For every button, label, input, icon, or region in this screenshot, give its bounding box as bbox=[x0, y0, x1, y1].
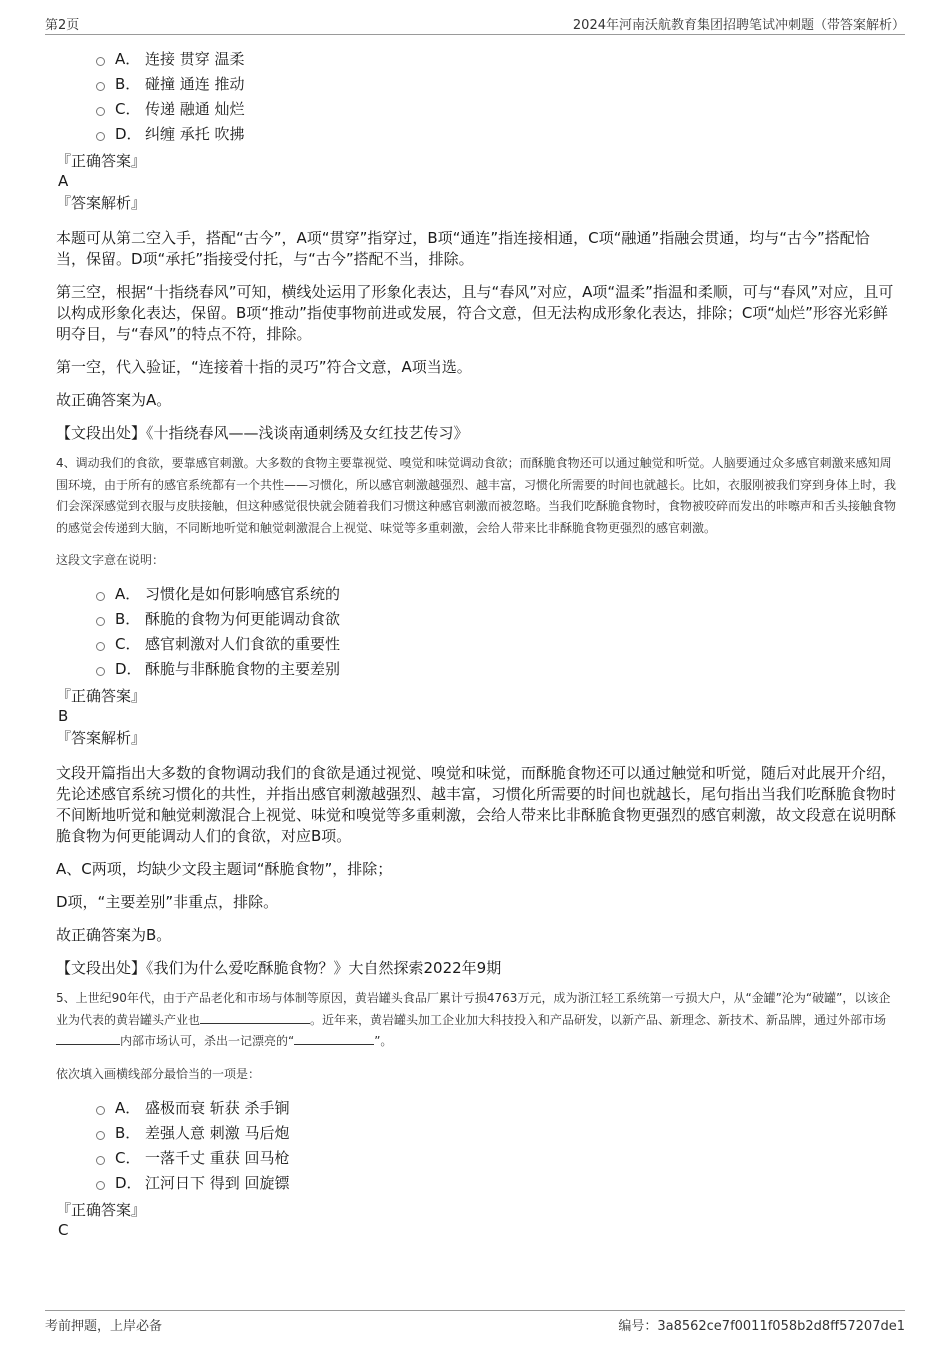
radio-icon[interactable] bbox=[96, 107, 105, 116]
correct-answer-label: 『正确答案』 bbox=[56, 1200, 147, 1219]
radio-icon[interactable] bbox=[96, 617, 105, 626]
page-footer bbox=[45, 1310, 905, 1335]
option-b[interactable]: B． 酥脆的食物为何更能调动食欲 bbox=[96, 606, 896, 631]
question-5-options bbox=[56, 1095, 896, 1195]
radio-icon[interactable] bbox=[96, 82, 105, 91]
question-4-options bbox=[56, 581, 896, 681]
analysis-paragraph: 文段开篇指出大多数的食物调动我们的食欲是通过视觉、嗅觉和味觉，而酥脆食物还可以通过触觉和听觉，随后对此展开介绍，先论述感官系统习惯化的共性，并指出感官刺激越强烈、越丰富，习惯化所需要的时间也就越长，尾句指出当我们吃酥脆食物时不间断地听觉和触觉刺激混合上视觉、味觉和嗅觉等多重刺激，会给人带来比非酥脆食物更强烈的感官刺激，故文段意在说明酥脆食物为何更能调动人们的食欲，对应B项。 bbox=[56, 764, 897, 845]
analysis-paragraph: 故正确答案为A。 bbox=[56, 391, 172, 409]
radio-icon[interactable] bbox=[96, 1106, 105, 1115]
question-4-stem: 4、调动我们的食欲，要靠感官刺激。大多数的食物主要靠视觉、嗅觉和味觉调动食欲；而酥脆食物还可以通过触觉和听觉。人脑要通过众多感官刺激来感知周围环境，由于所有的感官系统都有一个共性——习惯化，所以感官刺激越强烈、越丰富，习惯化所需要的时间也就越长。比如，衣服刚被我们穿到身体上时，我们会深深感觉到衣服与皮肤接触，但这种感觉很快就会随着我们习惯这种感官刺激而被忽略。当我们吃酥脆食物时，食物被咬碎而发出的咔嚓声和舌头接触食物的感觉会传递到大脑，不同断地听觉和触觉刺激混合上视觉、味觉等多重刺激，会给人带来比非酥脆食物更强烈的感官刺激。 bbox=[56, 456, 897, 535]
page-header bbox=[45, 14, 905, 35]
footer-slogan: 考前押题，上岸必备 bbox=[45, 1319, 163, 1334]
radio-icon[interactable] bbox=[96, 1156, 105, 1165]
option-d[interactable]: D． 纠缠 承托 吹拂 bbox=[96, 121, 896, 146]
option-c[interactable]: C． 一落千丈 重获 回马枪 bbox=[96, 1145, 896, 1170]
question-5-stem: 5、上世纪90年代，由于产品老化和市场与体制等原因，黄岩罐头食品厂累计亏损4763万元，成为浙江轻工系统第一亏损大户，从“金罐”沦为“破罐”，以该企业为代表的黄岩罐头产业也 。近年来，黄岩罐头加工企业加大科技投入和产品研发，以新产品、新理念、新技术、新品牌，通过外部市场内部市场认可，杀出一记漂亮的“ ”。 bbox=[56, 991, 891, 1048]
analysis-paragraph: 故正确答案为B。 bbox=[56, 926, 172, 944]
analysis-paragraph: 本题可从第二空入手，搭配“古今”，A项“贯穿”指穿过，B项“通连”指连接相通，C项“融通”指融会贯通，均与“古今”搭配恰当，保留。D项“承托”指接受付托，与“古今”搭配不当，排除。 bbox=[56, 229, 870, 268]
analysis-paragraph: A、C两项，均缺少文段主题词“酥脆食物”，排除； bbox=[56, 860, 393, 878]
radio-icon[interactable] bbox=[96, 57, 105, 66]
radio-icon[interactable] bbox=[96, 132, 105, 141]
analysis-label: 『答案解析』 bbox=[56, 729, 147, 747]
fill-blank-3[interactable] bbox=[294, 1032, 374, 1045]
correct-answer-label: 『正确答案』 bbox=[56, 152, 147, 170]
option-d[interactable]: D． 酥脆与非酥脆食物的主要差别 bbox=[96, 656, 896, 681]
option-d[interactable]: D． 江河日下 得到 回旋镖 bbox=[96, 1170, 896, 1195]
option-b[interactable]: B． 碰撞 通连 推动 bbox=[96, 71, 896, 96]
option-a[interactable]: A． 连接 贯穿 温柔 bbox=[96, 46, 896, 71]
page-number: 第2页 bbox=[45, 18, 80, 33]
source-citation: 【文段出处】《我们为什么爱吃酥脆食物？》大自然探索2022年9期 bbox=[56, 959, 502, 977]
correct-answer: C bbox=[58, 1220, 69, 1239]
correct-answer-label: 『正确答案』 bbox=[56, 687, 147, 705]
radio-icon[interactable] bbox=[96, 1131, 105, 1140]
question-5-prompt: 依次填入画横线部分最恰当的一项是： bbox=[56, 1066, 261, 1081]
correct-answer: B bbox=[58, 707, 69, 725]
fill-blank-2[interactable] bbox=[56, 1032, 120, 1045]
source-citation: 【文段出处】《十指绕春风——浅谈南通刺绣及女红技艺传习》 bbox=[56, 424, 469, 442]
analysis-paragraph: D项，“主要差别”非重点，排除。 bbox=[56, 893, 279, 911]
option-a[interactable]: A． 盛极而衰 斩获 杀手锏 bbox=[96, 1095, 896, 1120]
document-body bbox=[56, 46, 896, 1241]
radio-icon[interactable] bbox=[96, 667, 105, 676]
document-title: 2024年河南沃航教育集团招聘笔试冲刺题（带答案解析） bbox=[572, 18, 905, 33]
correct-answer: A bbox=[58, 172, 69, 190]
question-4-prompt: 这段文字意在说明： bbox=[56, 553, 165, 567]
prev-question-options bbox=[56, 46, 896, 146]
radio-icon[interactable] bbox=[96, 592, 105, 601]
radio-icon[interactable] bbox=[96, 1181, 105, 1190]
analysis-paragraph: 第三空，根据“十指绕春风”可知，横线处运用了形象化表达，且与“春风”对应，A项“温柔”指温和柔顺，可与“春风”对应，且可以构成形象化表达，保留。B项“推动”指使事物前进或发展，符合文意，但无法构成形象化表达，排除；C项“灿烂”形容光彩鲜明夺目，与“春风”的特点不符，排除。 bbox=[56, 283, 894, 343]
option-a[interactable]: A． 习惯化是如何影响感官系统的 bbox=[96, 581, 896, 606]
analysis-label: 『答案解析』 bbox=[56, 194, 147, 212]
fill-blank-1[interactable] bbox=[200, 1011, 310, 1024]
radio-icon[interactable] bbox=[96, 642, 105, 651]
analysis-paragraph: 第一空，代入验证，“连接着十指的灵巧”符合文意，A项当选。 bbox=[56, 358, 472, 376]
document-code: 编号：3a8562ce7f0011f058b2d8ff57207de1 bbox=[618, 1319, 905, 1334]
option-b[interactable]: B． 差强人意 刺激 马后炮 bbox=[96, 1120, 896, 1145]
option-c[interactable]: C． 感官刺激对人们食欲的重要性 bbox=[96, 631, 896, 656]
option-c[interactable]: C． 传递 融通 灿烂 bbox=[96, 96, 896, 121]
